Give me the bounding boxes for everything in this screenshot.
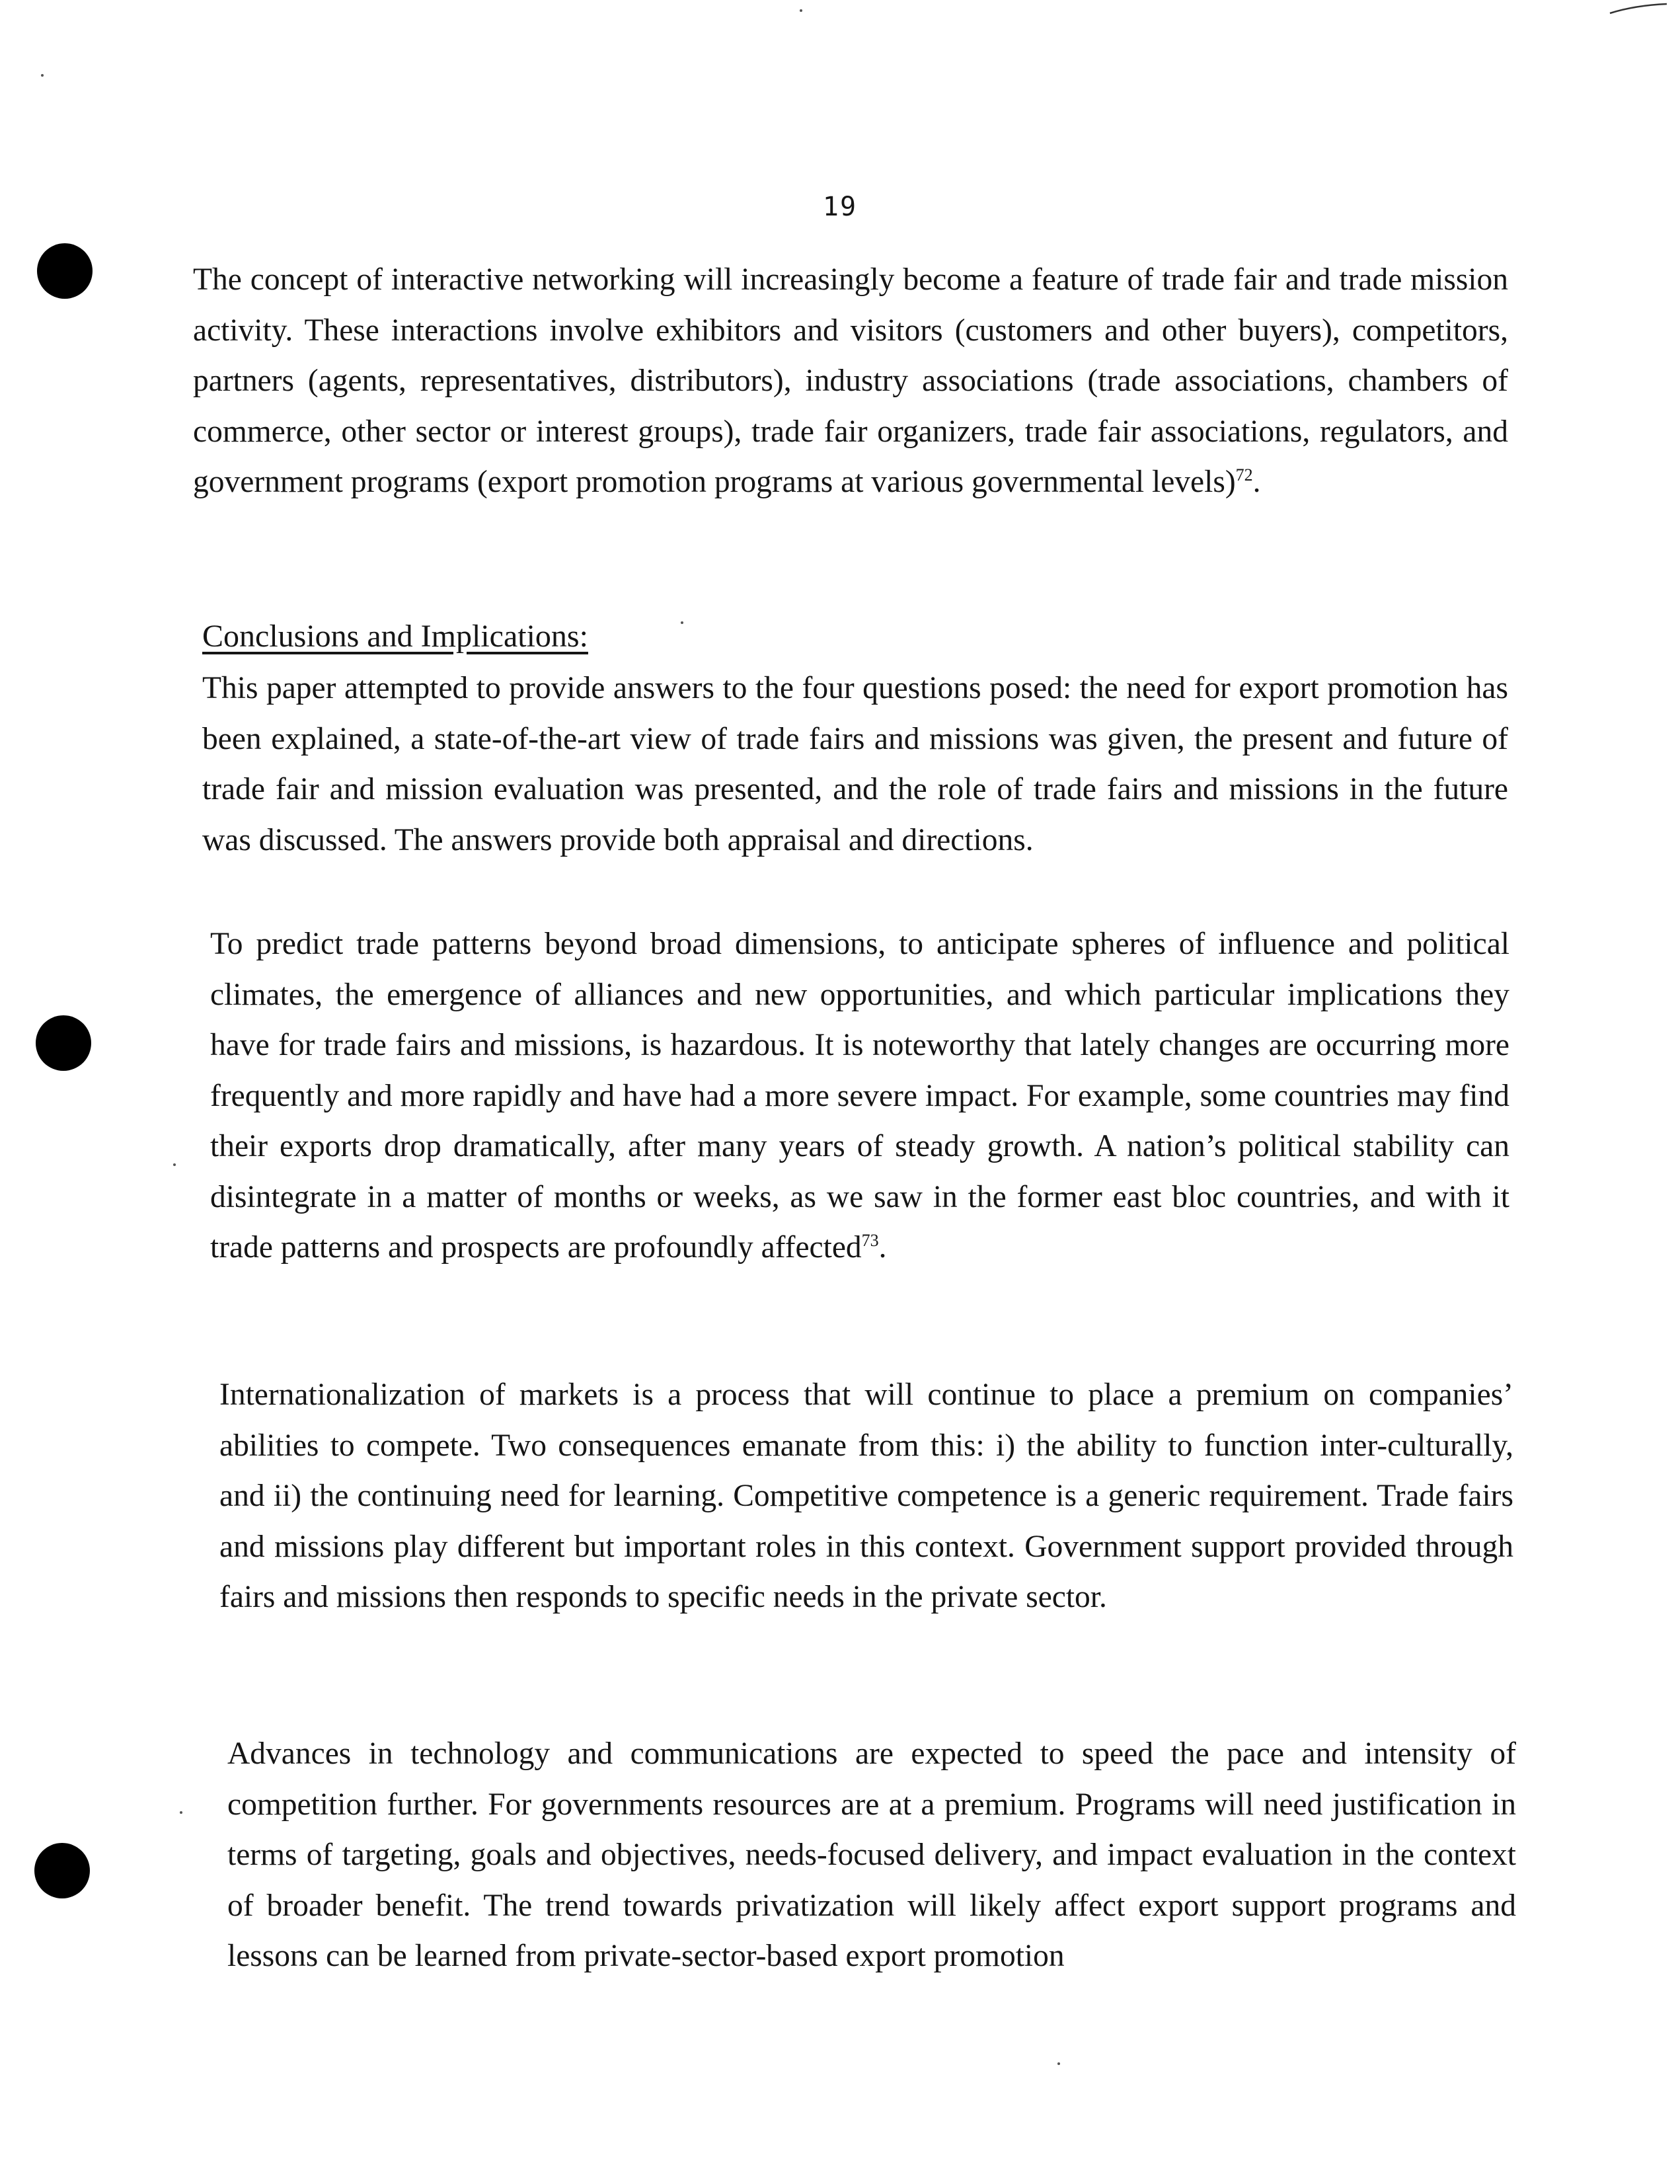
paragraph-technology	[227, 1729, 1516, 1982]
footnote-ref: 73	[861, 1231, 879, 1251]
scan-speck	[681, 621, 683, 624]
paragraph-interactive-networking	[193, 254, 1508, 508]
paragraph-text: This paper attempted to provide answers to the four questions posed: the need for export promotion has been explained, a state-of-the-art view of trade fairs and missions was given, the present and future of trade fair and mission evaluation was presented, and the role of trade fairs and missions in the future was discussed. The answers provide both appraisal and directions.	[202, 671, 1508, 857]
footnote-ref: 72	[1235, 465, 1253, 485]
scan-corner-mark	[1609, 3, 1668, 16]
scan-speck	[173, 1163, 176, 1166]
page-number: 19	[822, 192, 858, 222]
paragraph-text: Internationalization of markets is a process that will continue to place a premium on companies’ abilities to compete. Two consequences emanate from this: i) the ability to function inter-culturally, and ii) the continuing need for learning. Competitive competence is a generic requirement. Trade fairs and missions play different but important roles in this context. Government support provided through fairs and missions then responds to specific needs in the private sector.	[219, 1378, 1513, 1614]
scan-speck	[800, 9, 802, 12]
paragraph-end: .	[1252, 465, 1261, 499]
section-heading: Conclusions and Implications:	[202, 619, 588, 654]
punch-hole-middle	[36, 1015, 91, 1071]
paragraph-internationalization	[219, 1370, 1513, 1623]
paragraph-text: To predict trade patterns beyond broad dimensions, to anticipate spheres of influence and political climates, the emergence of alliances and new opportunities, and which particular implications they have for trade fairs and missions, is hazardous. It is noteworthy that lately changes are occurring more frequently and more rapidly and have had a more severe impact. For example, some countries may find their exports drop dramatically, after many years of steady growth. A nation’s political stability can disintegrate in a matter of months or weeks, as we saw in the former east bloc countries, and with it trade patterns and prospects are profoundly affected	[210, 927, 1509, 1265]
punch-hole-top	[37, 243, 93, 299]
paragraph-trade-patterns	[210, 919, 1509, 1273]
scan-speck	[1057, 2062, 1060, 2065]
scan-speck	[180, 1811, 182, 1814]
paragraph-answers	[202, 663, 1508, 865]
scan-speck	[41, 74, 44, 77]
paragraph-text: The concept of interactive networking will increasingly become a feature of trade fair and trade mission activity. These interactions involve exhibitors and visitors (customers and other buyers), competitors, partners (agents, representatives, distributors), industry associations (trade associations, chambers of commerce, other sector or interest groups), trade fair organizers, trade fair associations, regulators, and government programs (export promotion programs at various governmental levels)	[193, 262, 1508, 499]
paragraph-text: Advances in technology and communications are expected to speed the pace and intensity of competition further. For governments resources are at a premium. Programs will need justification in terms of targeting, goals and objectives, needs-focused delivery, and impact evaluation in the context of broader benefit. The trend towards privatization will likely affect export support programs and lessons can be learned from private-sector-based export promotion	[227, 1736, 1516, 1973]
punch-hole-bottom	[34, 1843, 90, 1898]
paragraph-end: .	[878, 1230, 887, 1265]
